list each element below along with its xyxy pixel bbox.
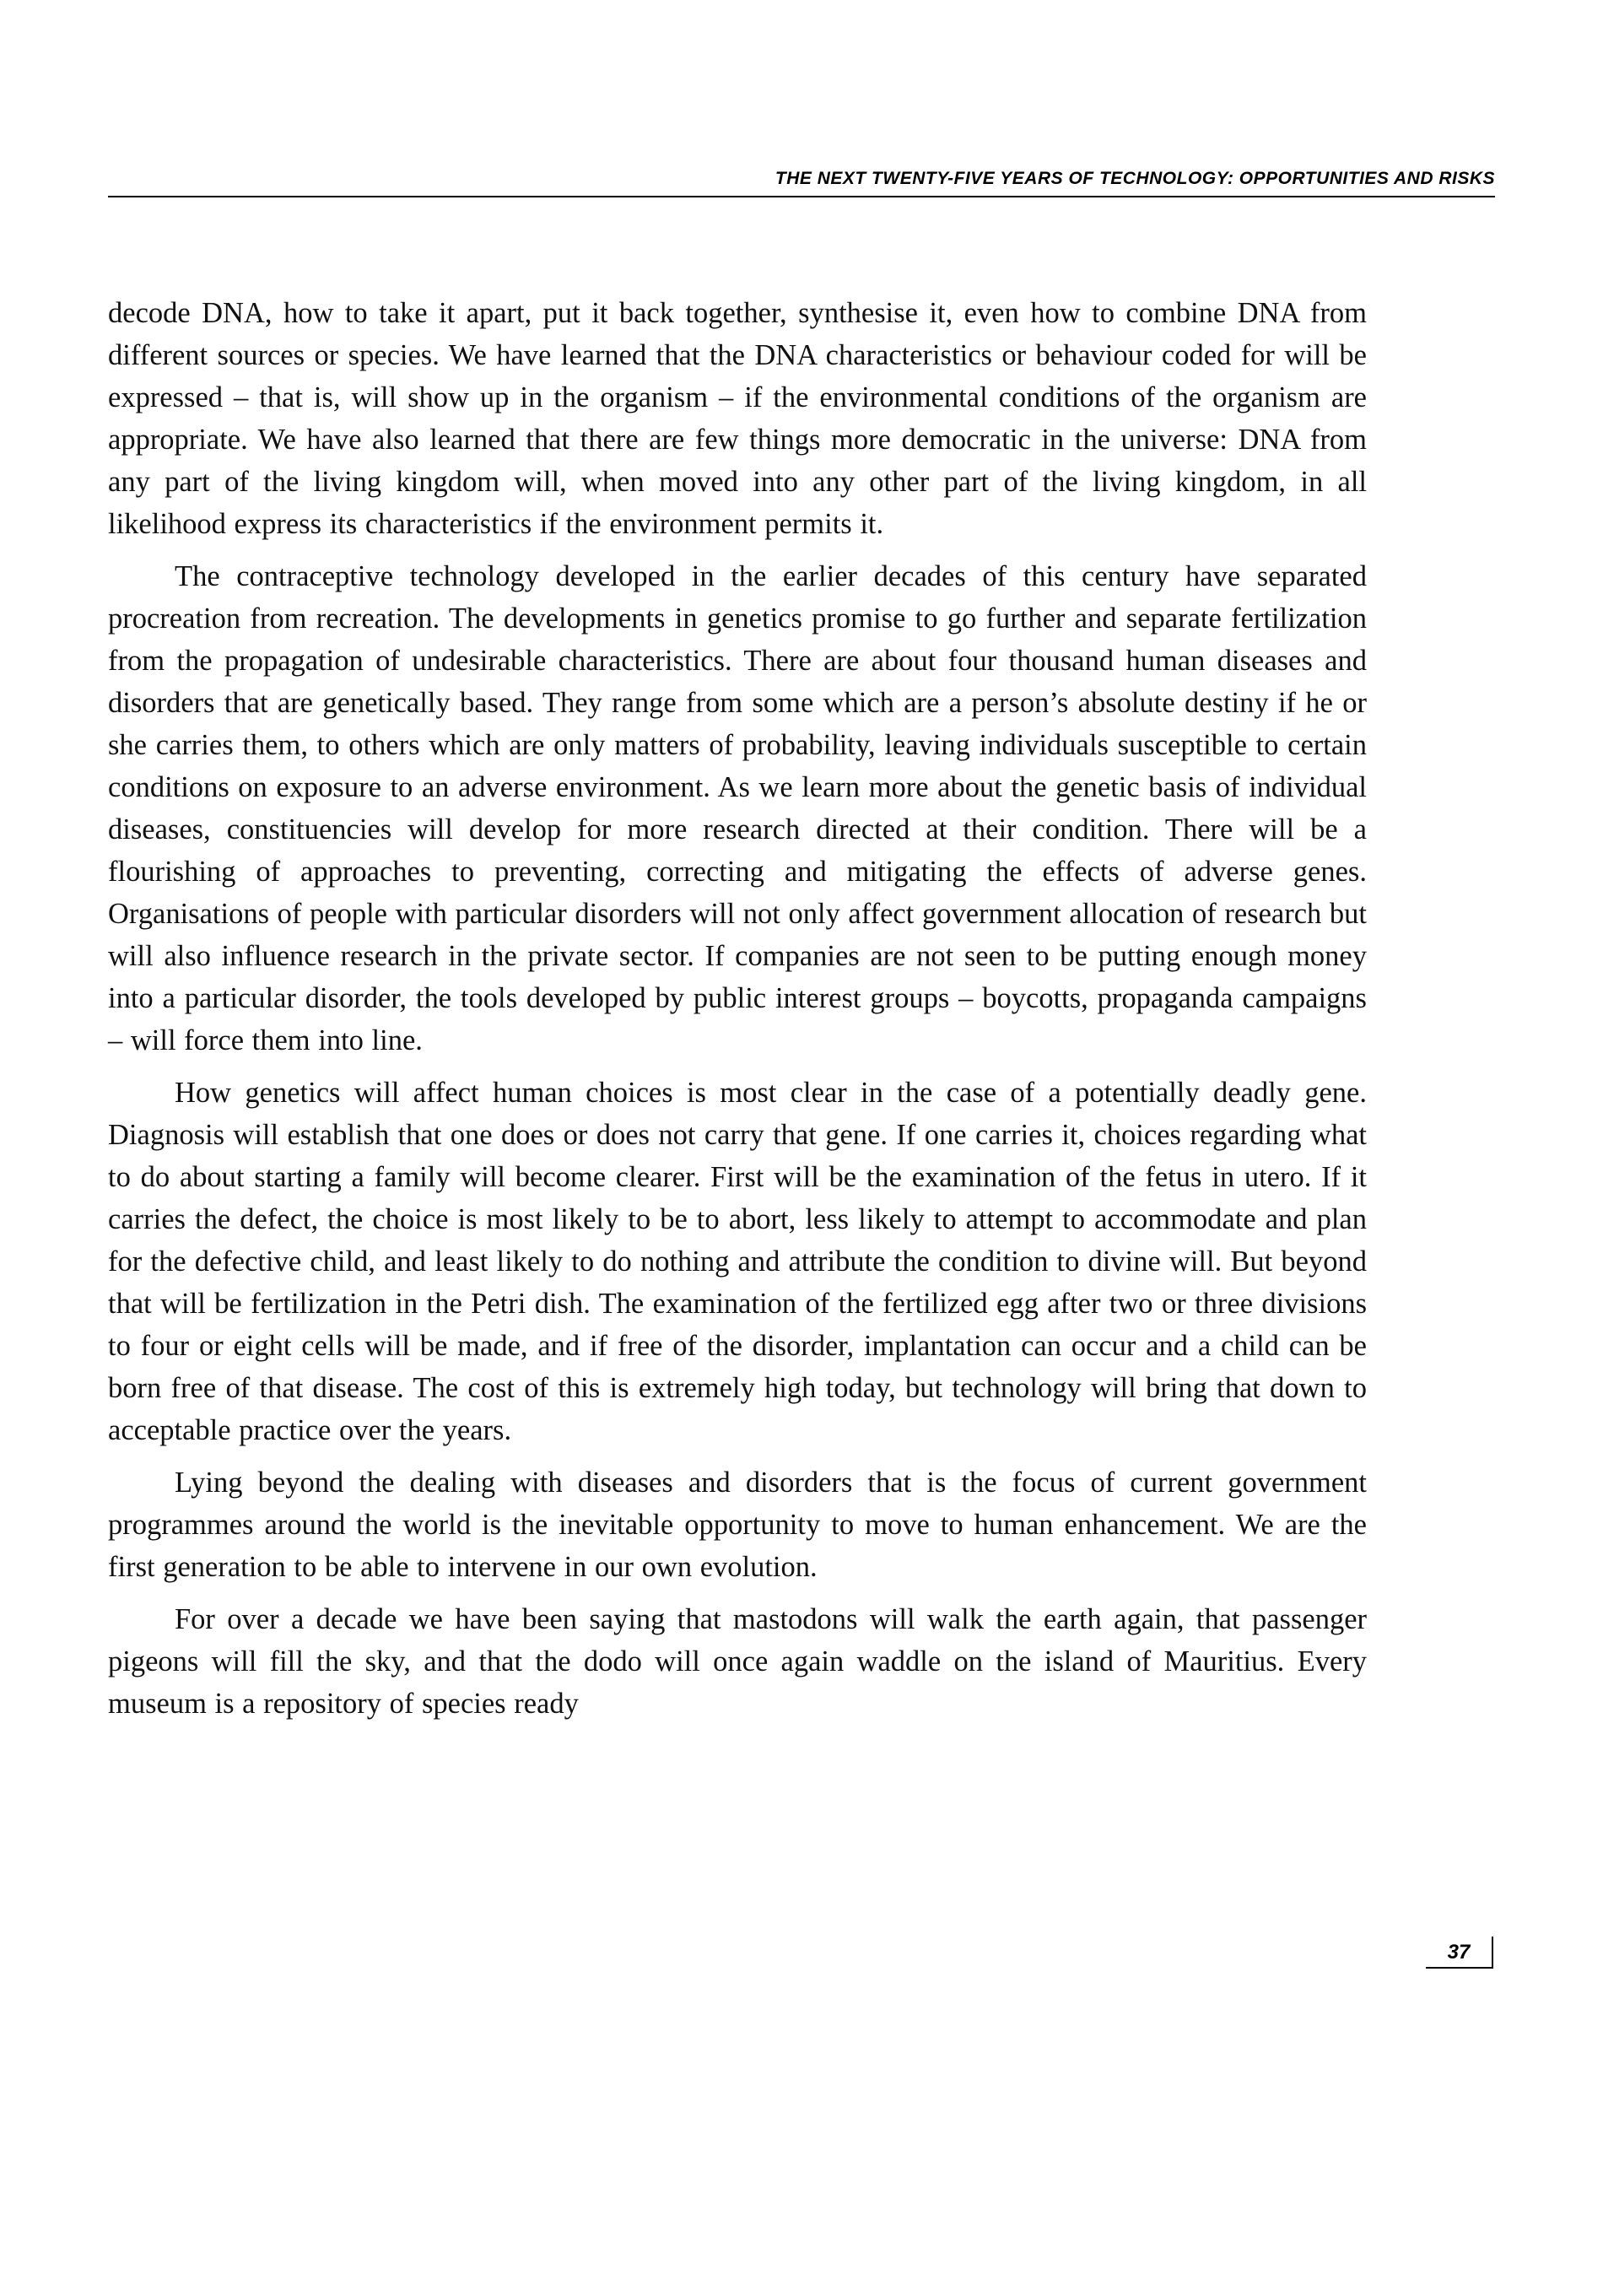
paragraph: How genetics will affect human choices is most clear in the case of a potentially deadly gene. Diagnosis will establish that one does or does not carry that gene. If one carries it, choices regarding what to do about starting a family will become clearer. First will be the examination of the fetus in utero. If it carries the defect, the choice is most likely to be to abort, less likely to attempt to accommodate and plan for the defective child, and least likely to do nothing and attribute the condition to divine will. But beyond that will be fertilization in the Petri dish. The examination of the fertilized egg after two or three divisions to four or eight cells will be made, and if free of the disorder, implantation can occur and a child can be born free of that disease. The cost of this is extremely high today, but technology will bring that down to acceptable practice over the years. bbox=[108, 1077, 1367, 1446]
paragraph: The contraceptive technology developed in the earlier decades of this century have separated procreation from recreation. The developments in genetics promise to go further and separate fertilization from the propagation of undesirable characteristics. There are about four thousand human diseases and disorders that are genetically based. They range from some which are a person’s absolute destiny if he or she carries them, to others which are only matters of probability, leaving individuals susceptible to certain conditions on exposure to an adverse environment. As we learn more about the genetic basis of individual diseases, constituencies will develop for more research directed at their condition. There will be a flourishing of approaches to preventing, correcting and mitigating the effects of adverse genes. Organisations of people with particular disorders will not only affect government allocation of research but will also influence research in the private sector. If companies are not seen to be putting enough money into a particular disorder, the tools developed by public interest groups – boycotts, propaganda campaigns – will force them into line. bbox=[108, 560, 1367, 1056]
paragraph: For over a decade we have been saying that mastodons will walk the earth again, that passenger pigeons will fill the sky, and that the dodo will once again waddle on the island of Mauritius. Every museum is a repository of species ready bbox=[108, 1603, 1367, 1720]
page-number: 37 bbox=[1426, 1937, 1493, 1969]
header-rule bbox=[108, 196, 1495, 197]
paragraph: decode DNA, how to take it apart, put it back together, synthesise it, even how to combine DNA from different sources or species. We have learned that the DNA characteristics or behaviour coded for will be expressed – that is, will show up in the organism – if the environmental conditions of the organism are appropriate. We have also learned that there are few things more democratic in the universe: DNA from any part of the living kingdom will, when moved into any other part of the living kingdom, in all likelihood express its characteristics if the environment permits it. bbox=[108, 297, 1367, 540]
body-text bbox=[108, 292, 1367, 1725]
paragraph: Lying beyond the dealing with diseases and disorders that is the focus of current government programmes around the world is the inevitable opportunity to move to human enhancement. We are the first generation to be able to intervene in our own evolution. bbox=[108, 1467, 1367, 1583]
running-header: THE NEXT TWENTY-FIVE YEARS OF TECHNOLOGY: OPPORTUNITIES AND RISKS bbox=[775, 169, 1495, 188]
